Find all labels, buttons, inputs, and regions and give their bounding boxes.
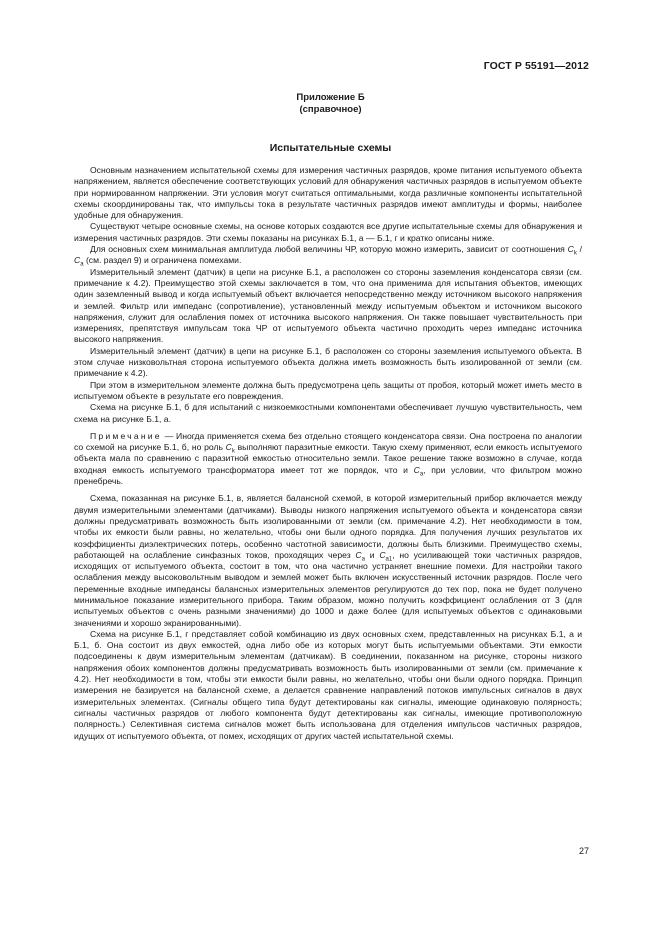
symbol-ca-sub: a [80, 262, 84, 269]
paragraph-3-text-b: (см. раздел 9) и ограничена помехами. [83, 255, 242, 266]
note-label: Примечание [90, 430, 162, 441]
p8-and: и [364, 549, 380, 560]
note-text-b: выполняют паразитные емкости. Такую схему применяют, если емкость испытуемого объекта мала по сравнению с паразитной емкостью относительно земли. Такое решение также возможно в случае, когда входная емкость испытуемого трансформатора имеет тот же порядок, что и [74, 442, 582, 475]
note-text-c: , при условии, что фильтром можно пренебречь. [74, 464, 582, 487]
section-title: Испытательные схемы [269, 142, 392, 154]
note-symbol-ck: C [225, 442, 232, 453]
paragraph-9: Схема на рисунке Б.1, г представляет собой комбинацию из двух основных схем, представленных на рисунках Б.1, а и Б.1, б. Она состоит из двух емкостей, одна либо обе из которых могут быть испытуемыми объектами. Эти емкости подсоединены к двум измерительным элементам (датчикам). В соединении, показанном на рисунке, стороны низкого напряжения обоих компонентов должны предусматривать возможность быть изолированными от земли (см. примечание к 4.2). Нет необходимости в том, чтобы эти емкости были равны, но желательно, чтобы они были одного порядка. Принцип измерения не базируется на балансной схеме, а делается сравнение направлений потоков импульсных сигналов в двух измерительных элементах. (Сигналы общего типа будут детектированы как сигналы, имеющие одинаковую полярность; сигналы частичных разрядов от любого компонента будут детектированы как сигналы, имеющие противоположную полярность.) Селективная система сигналов может быть использована для отделения импульсов частичных разрядов, идущих от испытуемого объекта, от помех, исходящих от других частей испытательной схемы. [74, 628, 582, 741]
p8-symbol-ca: C [355, 549, 362, 560]
p8-symbol-ca1-sub: a1 [385, 556, 393, 563]
paragraph-3-text-a: Для основных схем минимальная амплитуда любой величины ЧР, которую можно измерить, зависит от соотношения [90, 244, 568, 255]
symbol-ck: C [567, 244, 574, 255]
note-symbol-ca-sub: a [419, 471, 424, 478]
paragraph-2: Существуют четыре основные схемы, на основе которых создаются все другие испытательные схемы для обнаружения и измерения частичных разрядов. Эти схемы показаны на рисунках Б.1, а — Б.1, г и кратко описаны ниже. [74, 221, 582, 243]
symbol-ck-sub: k [573, 250, 577, 257]
appendix-subtitle: (справочное) [299, 103, 362, 115]
paragraph-3 [74, 244, 582, 267]
note-symbol-ck-sub: k [231, 448, 235, 455]
appendix-heading [0, 92, 661, 115]
paragraph-5: Измерительный элемент (датчик) в цепи на рисунке Б.1, б расположен со стороны заземления испытуемого объекта. В этом случае низковольтная сторона испытуемого объекта должна иметь возможность быть изолированной от земли (см. примечание к 4.2). [74, 345, 582, 379]
paragraph-1: Основным назначением испытательной схемы для измерения частичных разрядов, кроме питания испытуемого объекта напряжением, является обеспечение соответствующих условий для обнаружения частичных разрядов в испытуемом объекте при нормированном напряжении. Эти условия могут считаться оптимальными, когда различные компоненты испытательной схемы скоординированы так, что импульсы тока в результате частичных разрядов имеют амплитуды и формы, наиболее удобные для обнаружения. [74, 165, 582, 221]
standard-code: ГОСТ Р 55191—2012 [483, 60, 589, 72]
note [74, 431, 582, 487]
slash: / [576, 244, 582, 255]
symbol-ca: C [74, 255, 81, 266]
appendix-title: Приложение Б [296, 92, 365, 103]
paragraph-7: Схема на рисунке Б.1, б для испытаний с низкоемкостными компонентами обеспечивает лучшую чувствительность, чем схема на рисунке Б.1, а. [74, 402, 582, 424]
page-number: 27 [578, 846, 589, 856]
paragraph-8-text-b: , но усиливающей токи частичных разрядов, исходящих от испытуемого объекта, состоит в том, что она частично устраняет внешние помехи. Для настройки такого ослабления между высоковольтным выводом и землей может быть включен искусственный источник разрядов. После чего переменные входные импедансы балансных измерительных элементов регулируются до тех пор, пока не будет получено минимальное показание измерительного прибора. Таким образом, можно получить коэффициент ослабления от 3 (для испытуемых объектов с очень разными значениями) до 1000 и даже более (для испытуемых объектов с одинаковыми значениями и хорошо экранированными). [74, 549, 582, 628]
paragraph-4: Измерительный элемент (датчик) в цепи на рисунке Б.1, а расположен со стороны заземления конденсатора связи (см. примечание к 4.2). Преимущество этой схемы заключается в том, что она применима для испытания объектов, имеющих один заземленный вывод и когда испытуемый объект включается непосредственно между источником высокого напряжения и землей. Фильтр или импеданс (сопротивление), установленный между испытуемым объектом и источником высокого напряжения, служит для ослабления помех от источника высокого напряжения. Он также повышает чувствительность при измерениях, препятствуя импульсам тока ЧР от испытуемого объекта частично проходить через импеданс источника высокого напряжения. [74, 266, 582, 345]
paragraph-6: При этом в измерительном элементе должна быть предусмотрена цепь защиты от пробоя, который может иметь место в испытуемом объекте в результате его повреждения. [74, 379, 582, 401]
paragraph-8 [74, 493, 582, 629]
note-symbol-ca: C [413, 464, 420, 475]
paragraph-8-text-a: Схема, показанная на рисунке Б.1, в, является балансной схемой, в которой измерительный прибор включается между двумя измерительными элементами (датчиками). Выводы низкого напряжения испытуемого объекта и конденсатора связи должны предусматривать возможность быть изолированными от земли (см. примечание 4.2). Нет необходимости в том, чтобы их емкости были равны, но желательно, чтобы они были одного порядка. Для получения лучших результатов их коэффициенты диэлектрических потерь, особенно частотной зависимости, должны быть близкими. Преимущество схемы, работающей на ослабление синфазных токов, проходящих через [74, 493, 582, 560]
note-text-a: — Иногда применяется схема без отдельно стоящего конденсатора связи. Она построена по аналогии со схемой на рисунке Б.1, б, но роль [74, 430, 582, 453]
p8-symbol-ca1: C [379, 549, 386, 560]
body-text [74, 165, 582, 742]
p8-symbol-ca-sub: a [361, 556, 365, 563]
